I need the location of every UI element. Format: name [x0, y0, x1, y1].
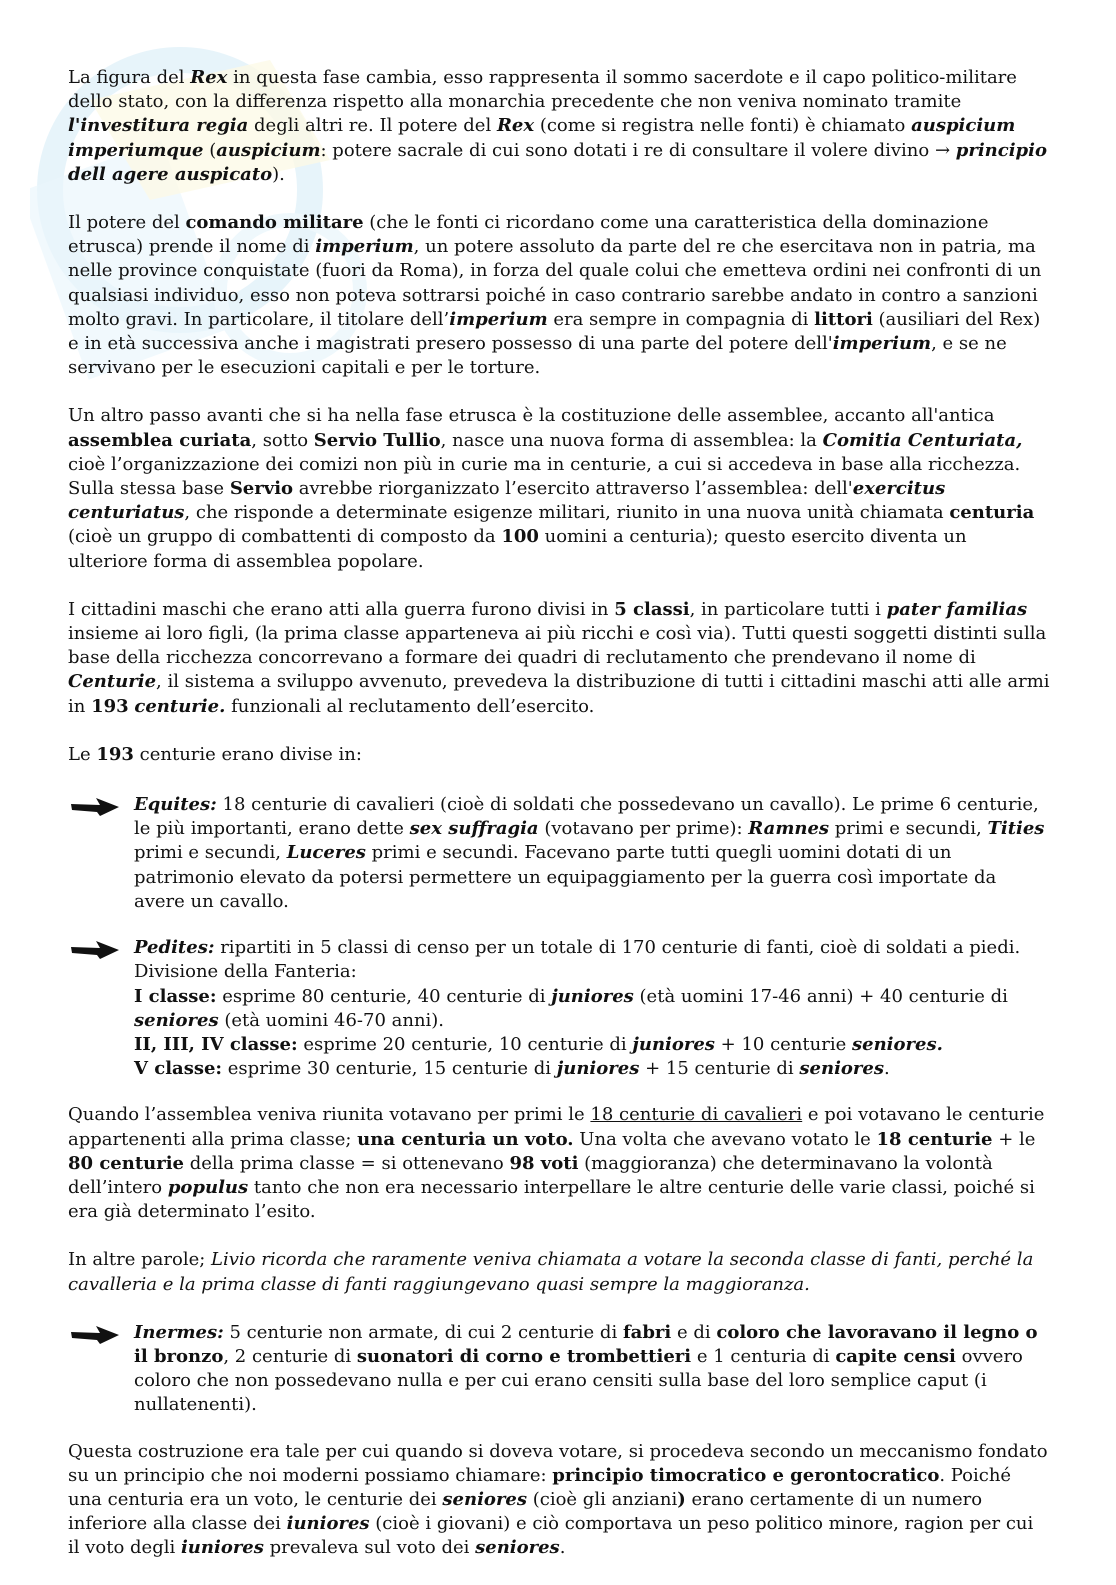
text: primi e secundi,: [134, 842, 287, 864]
term-imperium: imperium: [449, 308, 548, 330]
term-comando-militare: comando militare: [185, 212, 364, 234]
text: uomini a centuria); questo esercito diventa un ulteriore forma di assemblea popolare.: [68, 526, 967, 572]
text: esprime 80 centurie, 40 centurie di: [216, 985, 552, 1007]
term-juniores: juniores: [632, 1033, 715, 1055]
paragraph-rex: [68, 66, 1050, 187]
term-seniores: seniores: [799, 1058, 884, 1080]
paragraph-imperium: [68, 211, 1050, 380]
arrow-icon: [70, 939, 120, 961]
term-auspicium-imperiumque: auspicium imperiumque: [68, 115, 1016, 161]
term-centurie: centurie.: [134, 695, 226, 717]
text: (ausiliari del Rex) e in età successiva anche i magistrati presero possesso di una parte del potere dell': [68, 308, 1041, 355]
paragraph-193-centurie: [68, 743, 1050, 767]
text: prevaleva sul voto dei: [263, 1537, 476, 1559]
text: .: [884, 1058, 890, 1080]
document-body: [68, 66, 1050, 1585]
term-80-centurie: 80 centurie: [68, 1152, 184, 1174]
term-i-classe: I classe:: [134, 985, 217, 1007]
text: e poi votavano le centurie appartenenti alla prima classe;: [68, 1104, 1045, 1150]
text: (: [203, 139, 217, 161]
term-populus: populus: [167, 1176, 249, 1198]
term-v-classe: V classe:: [134, 1058, 223, 1080]
term-seniores: seniores: [134, 1009, 219, 1031]
term-seniores: seniores.: [852, 1033, 943, 1055]
text: Quando l’assemblea veniva riunita votavano per primi le: [68, 1104, 591, 1126]
paragraph-principio: [68, 1440, 1050, 1561]
term-iuniores: iuniores: [180, 1537, 264, 1559]
text: centurie erano divise in:: [133, 743, 362, 765]
text: I cittadini maschi che erano atti alla guerra furono divisi in: [68, 598, 615, 620]
text: esprime 30 centurie, 15 centurie di: [222, 1058, 557, 1080]
term-iuniores: iuniores: [286, 1513, 370, 1535]
number-193: 193: [91, 695, 129, 717]
text: e di: [671, 1321, 717, 1343]
text: Una volta che avevano votato le: [573, 1128, 877, 1150]
term-comitia-centuriata: Comitia Centuriata,: [822, 429, 1023, 451]
text: ripartiti in 5 classi di censo per un totale di 170 centurie di fanti, cioè di soldati a piedi.: [214, 937, 1021, 959]
term-rex: Rex: [190, 67, 228, 88]
term-imperium: imperium: [315, 236, 414, 258]
list-item-equites: [68, 793, 1050, 914]
term-principio: principio dell agere auspicato: [68, 139, 1047, 185]
number-100: 100: [501, 526, 539, 548]
term-suonatori: suonatori di corno e trombettieri: [356, 1345, 692, 1367]
text: primi e secundi. Facevano parte tutti quegli uomini dotati di un patrimonio elevato da potersi permettere un equipaggiamento per la guerra così importate da avere un cavallo.: [134, 842, 997, 912]
term-pater-familias: pater familias: [886, 598, 1028, 620]
text: , nasce una nuova forma di assemblea: la: [440, 429, 823, 451]
text: insieme ai loro figli, (la prima classe apparteneva ai più ricchi e così via). Tutti questi soggetti distinti sulla base della ricchezza concorrevano a formare dei quadri di reclutamento che prendevano il nome di: [68, 623, 1047, 669]
text: Divisione della Fanteria:: [134, 961, 357, 983]
arrow-icon: [70, 796, 120, 818]
text: . Poiché una centuria era un voto, le centurie dei: [68, 1464, 1012, 1510]
term-ii-iii-iv-classe: II, III, IV classe:: [134, 1033, 298, 1055]
paragraph-assemblee: [68, 404, 1050, 573]
term-ramnes: Ramnes: [748, 818, 830, 840]
term-littori: littori: [814, 308, 873, 330]
term-98-voti: 98 voti: [509, 1152, 579, 1174]
text: (età uomini 46-70 anni).: [218, 1009, 445, 1031]
text: In altre parole;: [68, 1249, 212, 1271]
text: tanto che non era necessario interpellare le altre centurie delle varie classi, poiché si era già determinato l’esito.: [68, 1176, 1035, 1223]
text: (votavano per prime):: [538, 818, 749, 840]
paragraph-livio: [68, 1248, 1050, 1296]
text: , che risponde a determinate esigenze militari, riunito in una nuova unità chiamata: [184, 502, 950, 524]
text: funzionali al reclutamento dell’esercito.: [225, 695, 595, 717]
term-capite-censi: capite censi: [835, 1345, 956, 1367]
text: , il sistema a sviluppo avvenuto, prevedeva la distribuzione di tutti i cittadini maschi atti alle armi in: [68, 671, 1050, 717]
term-pedites: Pedites:: [134, 937, 215, 959]
term-exercitus: exercitus centuriatus: [68, 478, 946, 524]
text: .: [559, 1537, 566, 1559]
term-seniores: seniores: [442, 1488, 528, 1510]
arrow-icon: [70, 1324, 120, 1346]
text: Le: [68, 743, 97, 765]
text: in questa fase cambia, esso rappresenta il sommo sacerdote e il capo politico-militare dello stato, con la differenza rispetto alla monarchia precedente che non veniva nominato tramite: [68, 67, 1017, 113]
text: + 10 centurie: [714, 1033, 852, 1055]
text: (che le fonti ci ricordano come una caratteristica della dominazione etrusca) prende il nome di: [68, 212, 989, 258]
text: , e se ne servivano per le esecuzioni capitali e per le torture.: [68, 333, 1007, 379]
term-fabri: fabri: [622, 1321, 672, 1343]
text: , un potere assoluto da parte del re che esercitava non in patria, ma nelle province conquistate (fuori da Roma), in forza del quale colui che emetteva ordini nei confronti di un qualsiasi individuo, esso non poteva sottrarsi poiché in caso contrario sarebbe andato in contro a sanzioni molto gravi. In particolare, il titolare dell’: [68, 236, 1042, 330]
number-193: 193: [96, 743, 134, 765]
text: ovvero coloro che non possedevano nulla e per cui erano censiti sulla base del loro semplice caput (i nullatenenti).: [134, 1345, 1023, 1416]
term-seniores: seniores: [475, 1537, 560, 1559]
text: degli altri re. Il potere del: [248, 115, 497, 137]
term-juniores: juniores: [551, 985, 634, 1007]
text: (come si registra nelle fonti) è chiamato: [534, 115, 912, 137]
term-imperium: imperium: [832, 333, 932, 355]
term-inermes: Inermes:: [134, 1321, 224, 1343]
text: cioè l’organizzazione dei comizi non più in curie ma in centurie, a cui si accedeva in base alla ricchezza. Sulla stessa base: [68, 453, 1021, 500]
list-item-pedites: [68, 936, 1050, 1081]
term-tities: Tities: [987, 818, 1045, 840]
paragraph-classi: [68, 598, 1050, 719]
term-18-centurie-cavalieri: 18 centurie di cavalieri: [590, 1104, 803, 1126]
text: + 15 centurie di: [639, 1058, 800, 1080]
text: Questa costruzione era tale per cui quando si doveva votare, si procedeva secondo un meccanismo fondato su un principio che noi moderni possiamo chiamare:: [68, 1440, 1048, 1486]
term-rex: Rex: [496, 115, 535, 137]
term-servio: Servio: [229, 478, 294, 500]
term-servio-tullio: Servio Tullio: [313, 429, 441, 451]
text: 18 centurie di cavalieri (cioè di soldati che possedevano un cavallo). Le prime 6 centurie, le più importanti, erano dette: [134, 794, 1039, 840]
text: ).: [272, 163, 285, 185]
term-juniores: juniores: [556, 1058, 640, 1080]
text: Il potere del: [68, 212, 186, 234]
term-auspicium: auspicium: [216, 139, 321, 161]
text: Un altro passo avanti che si ha nella fase etrusca è la costituzione delle assemblee, accanto all'antica: [68, 405, 995, 427]
term-centurie: Centurie: [68, 671, 157, 693]
term-principio-timocratico: principio timocratico e gerontocratico: [552, 1464, 940, 1486]
term-equites: Equites:: [134, 794, 217, 816]
term-5-classi: 5 classi: [614, 598, 690, 620]
text: era sempre in compagnia di: [547, 308, 815, 330]
text: (maggioranza) che determinavano la volontà dell’intero: [68, 1152, 993, 1198]
list-item-inermes: [68, 1321, 1050, 1418]
term-investitura: l'investitura regia: [68, 115, 249, 137]
text: ): [677, 1488, 686, 1510]
term-18-centurie: 18 centurie: [876, 1128, 993, 1150]
text: + le: [992, 1128, 1036, 1150]
text: (cioè i giovani) e ciò comportava un peso politico minore, ragion per cui il voto degli: [68, 1513, 1034, 1559]
term-centuria: centuria: [949, 502, 1035, 524]
term-luceres: Luceres: [286, 842, 366, 864]
term-una-centuria-un-voto: una centuria un voto.: [357, 1128, 574, 1150]
quote-livio: Livio ricorda che raramente veniva chiamata a votare la seconda classe di fanti, perché la cavalleria e la prima classe di fanti raggiungevano quasi sempre la maggioranza.: [68, 1249, 1034, 1295]
text: , 2 centurie di: [223, 1345, 357, 1367]
text: erano certamente di un numero inferiore alla classe dei: [68, 1488, 983, 1535]
text: (cioè gli anziani: [527, 1488, 678, 1510]
text: esprime 20 centurie, 10 centurie di: [297, 1033, 633, 1055]
text: della prima classe = si ottenevano: [184, 1152, 510, 1174]
term-sex-suffragia: sex suffragia: [409, 818, 539, 840]
text: e 1 centuria di: [691, 1345, 836, 1367]
text: : potere sacrale di cui sono dotati i re di consultare il volere divino →: [320, 139, 956, 161]
text: , in particolare tutti i: [689, 598, 887, 620]
text: (cioè un gruppo di combattenti di composto da: [68, 526, 502, 548]
text: , sotto: [251, 429, 314, 451]
text: 5 centurie non armate, di cui 2 centurie di: [223, 1321, 623, 1343]
text: La figura del: [68, 67, 191, 88]
term-coloro: coloro che lavoravano il legno o il bronzo: [134, 1321, 1038, 1367]
text: (età uomini 17-46 anni) + 40 centurie di: [633, 985, 1008, 1007]
paragraph-votazione: [68, 1103, 1050, 1224]
text: primi e secundi,: [829, 818, 988, 840]
text: avrebbe riorganizzato l’esercito attraverso l’assemblea: dell': [293, 478, 853, 500]
term-assemblea-curiata: assemblea curiata: [68, 429, 252, 451]
